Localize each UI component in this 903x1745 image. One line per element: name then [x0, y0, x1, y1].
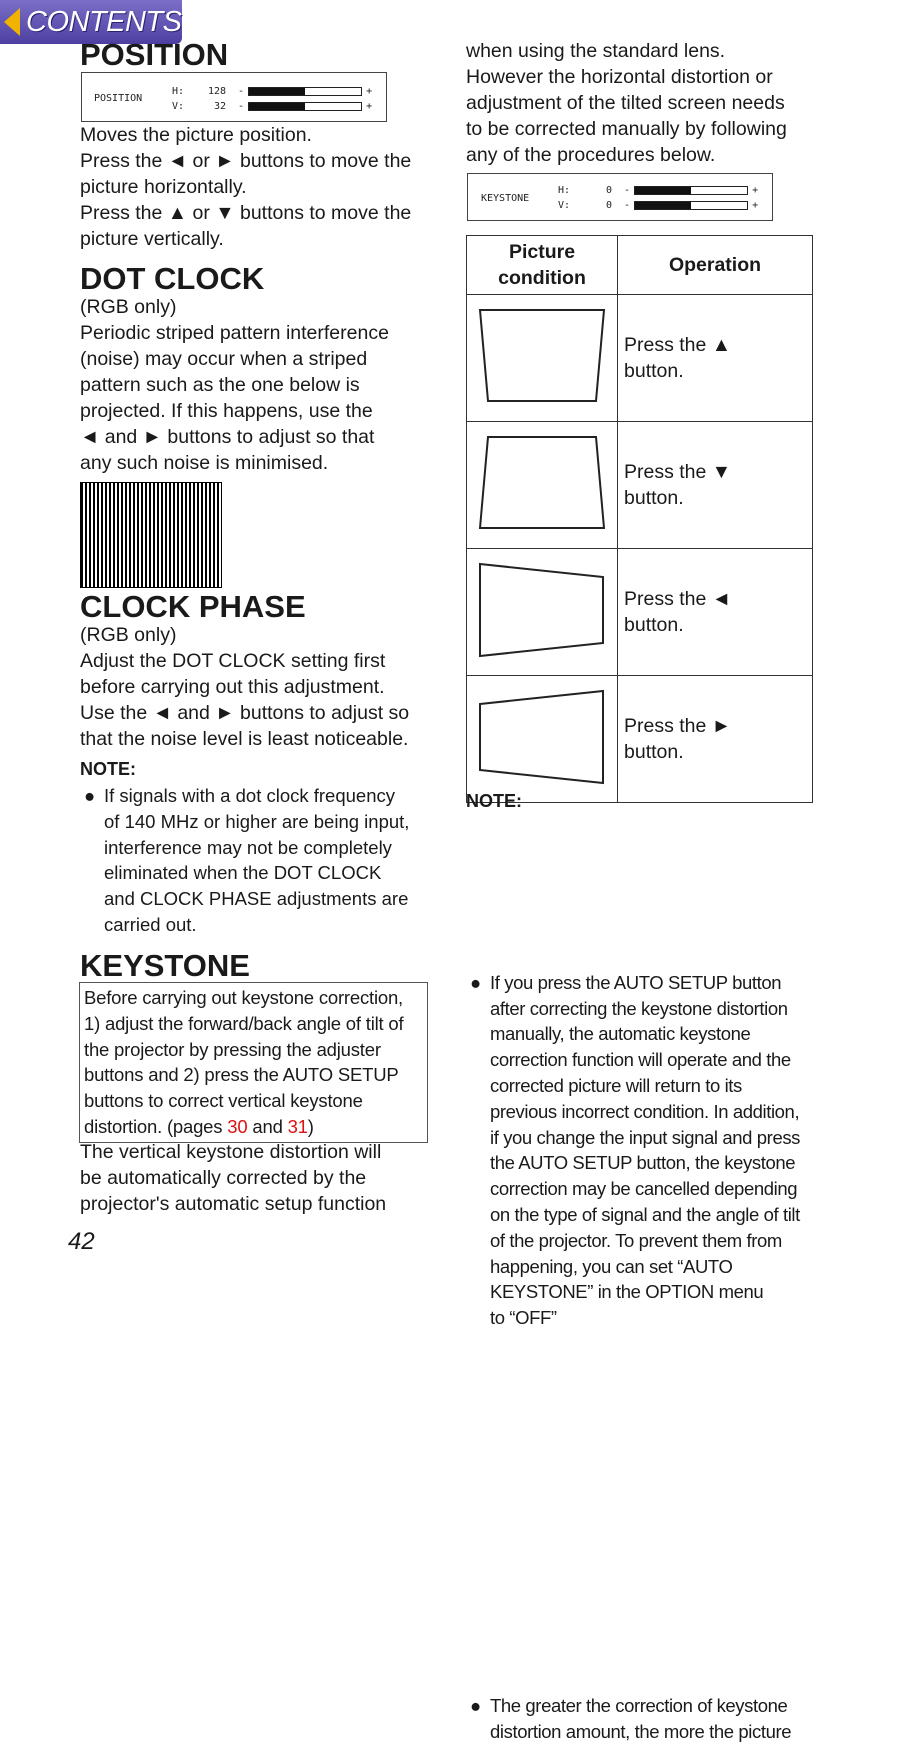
osd-h-value: 128: [207, 85, 227, 97]
osd-v-row: V: 32 - +: [172, 100, 373, 112]
osd-name: KEYSTONE: [481, 193, 530, 204]
clock-phase-title: CLOCK PHASE: [80, 589, 306, 624]
osd-v-bar: [634, 201, 748, 210]
page-link-31[interactable]: 31: [287, 1115, 308, 1137]
osd-h-bar: [634, 186, 748, 195]
keystone-osd: [467, 173, 773, 221]
position-title: POSITION: [80, 37, 229, 72]
osd-h-value: 0: [606, 184, 613, 196]
dot-clock-title: DOT CLOCK: [80, 261, 265, 296]
osd-h-bar-fill: [249, 88, 305, 95]
osd-h-row: H: 128 - +: [172, 85, 373, 97]
keystone-wide-bottom-shape: [467, 422, 617, 543]
position-description: Moves the picture position. Press the ◄ or ► buttons to move the picture horizontally. Press the ▲ or ▼ buttons to move the picture vertically.: [80, 124, 412, 250]
keystone-note-2: ● The greater the correction of keystone distortion amount, the more the picture: [470, 1694, 792, 1742]
osd-v-bar-fill: [249, 103, 305, 110]
table-row: [467, 422, 813, 549]
osd-v-value: 32: [214, 100, 227, 112]
osd-v-value: 0: [606, 199, 613, 211]
keystone-tall-right-shape: [467, 676, 617, 797]
dot-clock-description: (RGB only) Periodic striped pattern interference (noise) may occur when a striped pattern such as the one below is projected. If this happens, use the ◄ and ► buttons to adjust so that any such noise is minimised.: [80, 296, 389, 474]
striped-pattern-image: [80, 482, 222, 588]
header-picture-condition: Picture condition: [467, 236, 618, 295]
page-number: 42: [68, 1228, 95, 1255]
operation-cell: Press the ▲ button.: [618, 295, 813, 422]
keystone-wide-top-shape: [467, 295, 617, 416]
keystone-description-right: when using the standard lens. However the horizontal distortion or adjustment of the tilted screen needs to be corrected manually by following any of the procedures below.: [466, 40, 787, 166]
bullet-icon: ●: [470, 971, 481, 993]
keystone-page-refs: distortion. (pages 30 and 31): [84, 1115, 314, 1137]
keystone-title: KEYSTONE: [80, 948, 250, 983]
operation-cell: Press the ◄ button.: [618, 549, 813, 676]
table-row: [467, 295, 813, 422]
bullet-icon: ●: [470, 1694, 481, 1716]
clock-phase-note-title: NOTE:: [80, 759, 136, 779]
osd-v-row: V: 0 - +: [558, 199, 759, 211]
back-arrow-icon: [4, 8, 20, 36]
keystone-description-left: The vertical keystone distortion will be automatically corrected by the projector's automatic setup function: [80, 1141, 387, 1215]
picture-condition-cell: [467, 549, 618, 676]
page-link-30[interactable]: 30: [227, 1115, 248, 1137]
operation-cell: Press the ▼ button.: [618, 422, 813, 549]
osd-v-bar: [248, 102, 362, 111]
table-row: [467, 676, 813, 803]
keystone-table: [466, 235, 813, 803]
operation-cell: Press the ► button.: [618, 676, 813, 803]
table-header-row: [467, 236, 813, 295]
picture-condition-cell: [467, 422, 618, 549]
keystone-note-1: ● If you press the AUTO SETUP button after correcting the keystone distortion manually, the automatic keystone correction function will operate and the corrected picture will return to its previous incorrect condition. In addition, if you change the input signal and press the AUTO SETUP button, the keystone correction may be cancelled depending on the type of signal and the angle of tilt of the projector. To prevent them from happening, you can set “AUTO KEYSTONE” in the OPTION menu to “OFF”: [470, 971, 801, 1329]
position-osd: [81, 72, 387, 122]
osd-v-bar-fill: [635, 202, 691, 209]
picture-condition-cell: [467, 676, 618, 803]
keystone-caution-box: Before carrying out keystone correction, 1) adjust the forward/back angle of tilt of the projector by pressing the adjuster buttons and 2) press the AUTO SETUP buttons to correct vertical keystone distortion. (pages 30 and 31): [79, 982, 428, 1143]
clock-phase-description: (RGB only) Adjust the DOT CLOCK setting first before carrying out this adjustment. Use the ◄ and ► buttons to adjust so that the noise level is least noticeable.: [80, 624, 410, 750]
osd-h-bar-fill: [635, 187, 691, 194]
keystone-tall-left-shape: [467, 549, 617, 670]
osd-h-row: H: 0 - +: [558, 184, 759, 196]
keystone-note-title: NOTE:: [466, 791, 522, 811]
header-operation: Operation: [618, 236, 813, 295]
bullet-icon: ●: [84, 785, 96, 806]
clock-phase-note: ● If signals with a dot clock frequency of 140 MHz or higher are being input, interference may not be completely eliminated when the DOT CLOCK and CLOCK PHASE adjustments are carried out.: [84, 785, 410, 935]
table-row: [467, 549, 813, 676]
osd-h-bar: [248, 87, 362, 96]
contents-label: CONTENTS: [26, 5, 182, 38]
picture-condition-cell: [467, 295, 618, 422]
osd-name: POSITION: [94, 93, 143, 104]
